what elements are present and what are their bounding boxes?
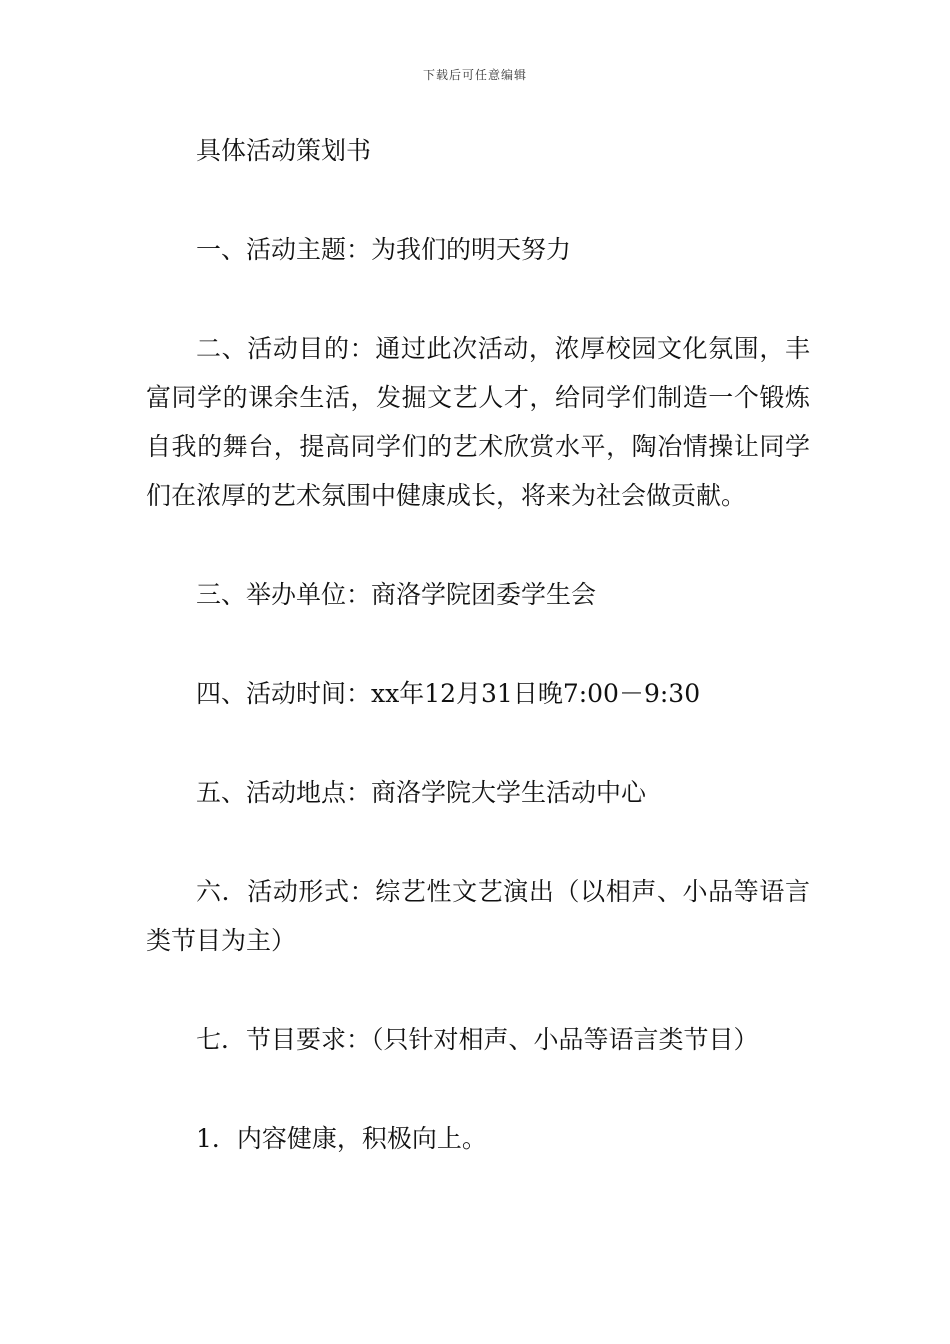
document-title: 具体活动策划书	[196, 136, 372, 165]
page-header-note: 下载后可任意编辑	[422, 68, 527, 82]
section-purpose: 二、活动目的：通过此次活动，浓厚校园文化氛围，丰富同学的课余生活，发掘文艺人才，给同学们制造一个锻炼自我的舞台，提高同学们的艺术欣赏水平，陶冶情操让同学们在浓厚的艺术氛围中健康成长，将来为社会做贡献。	[146, 334, 810, 510]
document-body	[146, 126, 810, 1163]
section-organizer: 三、举办单位：商洛学院团委学生会	[196, 580, 597, 609]
section-format: 六．活动形式：综艺性文艺演出（以相声、小品等语言类节目为主）	[146, 877, 810, 955]
section-requirements: 七．节目要求：（只针对相声、小品等语言类节目）	[196, 1025, 759, 1054]
requirement-item-1: 1．内容健康，积极向上。	[196, 1124, 487, 1153]
section-theme: 一、活动主题：为我们的明天努力	[196, 235, 572, 264]
section-time: 四、活动时间：xx年12月31日晚7:00－9:30	[196, 679, 701, 708]
section-location: 五、活动地点：商洛学院大学生活动中心	[196, 778, 647, 807]
